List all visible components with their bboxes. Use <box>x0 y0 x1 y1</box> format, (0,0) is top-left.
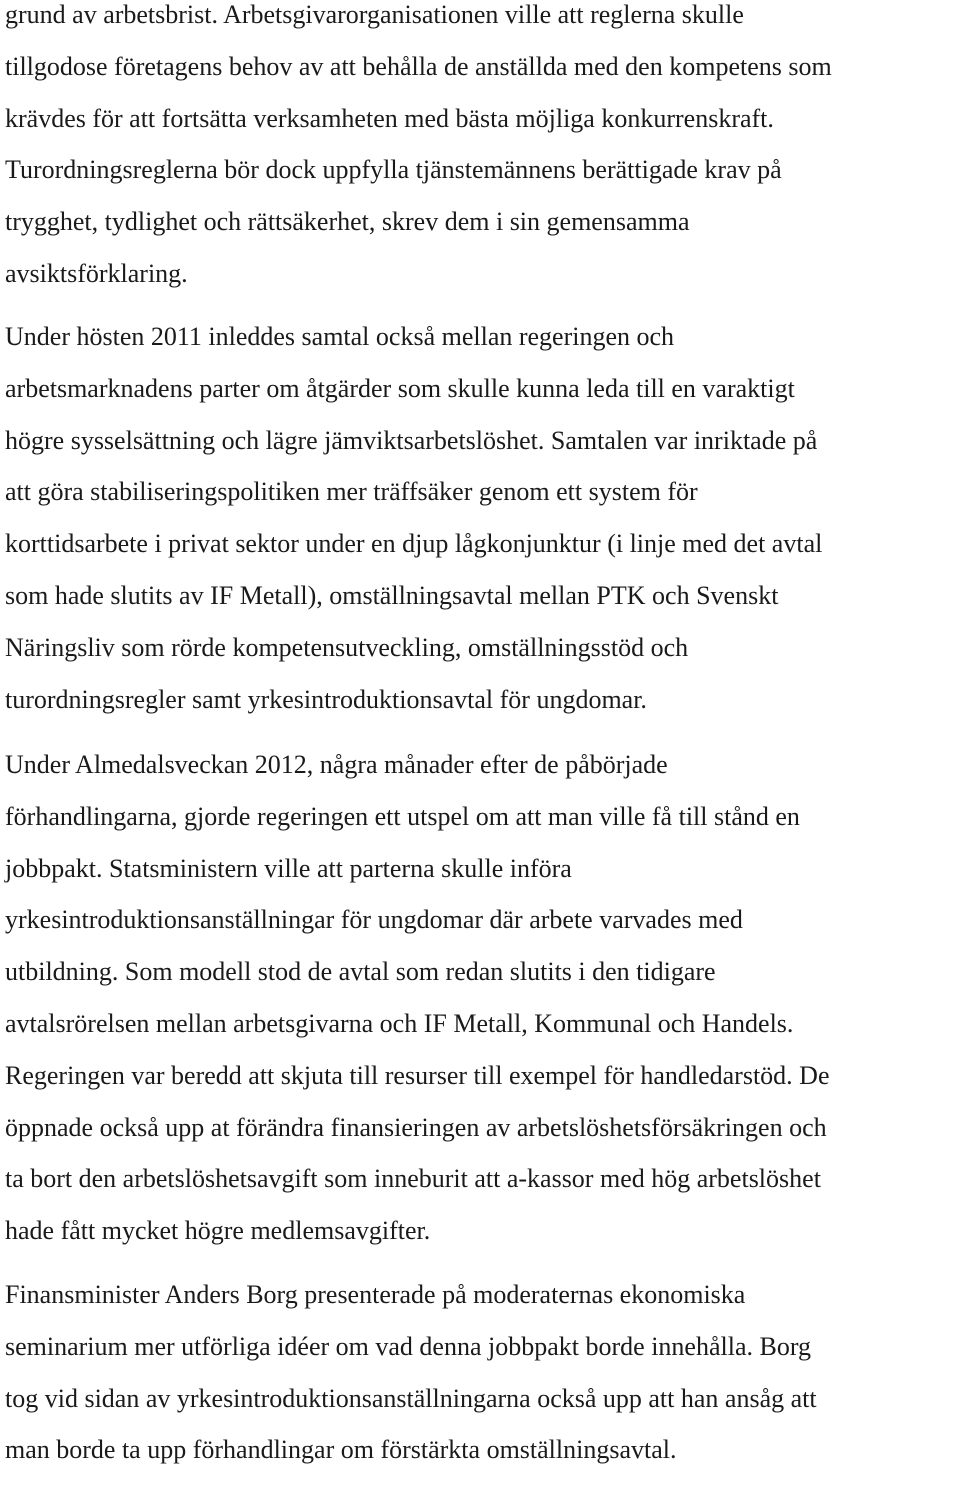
text-line: Näringsliv som rörde kompetensutveckling, omställningsstöd och <box>5 632 689 662</box>
text-line: yrkesintroduktionsanställningar för ungdomar där arbete varvades med <box>5 905 743 935</box>
text-line: Turordningsreglerna bör dock uppfylla tjänstemännens berättigade krav på <box>5 155 782 185</box>
text-line: Under hösten 2011 inleddes samtal också mellan regeringen och <box>5 322 675 351</box>
text-line: avsiktsförklaring. <box>5 258 188 288</box>
text-line: avtalsrörelsen mellan arbetsgivarna och IF Metall, Kommunal och Handels. <box>5 1008 794 1038</box>
text-line: trygghet, tydlighet och rättsäkerhet, skrev dem i sin gemensamma <box>5 207 690 237</box>
text-line: krävdes för att fortsätta verksamheten med bästa möjliga konkurrenskraft. <box>5 103 774 133</box>
text-line: högre sysselsättning och lägre jämviktsarbetslöshet. Samtalen var inriktade på <box>5 425 818 455</box>
text-line: öppnade också upp at förändra finansieringen av arbetslöshetsförsäkringen och <box>5 1112 827 1142</box>
text-line: ta bort den arbetslöshetsavgift som inneburit att a-kassor med hög arbetslöshet <box>5 1164 821 1194</box>
text-line: turordningsregler samt yrkesintroduktionsavtal för ungdomar. <box>5 684 647 714</box>
paragraph-4 <box>5 1280 817 1487</box>
text-line: Under Almedalsveckan 2012, några månader efter de påbörjade <box>5 750 668 779</box>
text-line: tog vid sidan av yrkesintroduktionsanställningarna också upp att han ansåg att <box>5 1383 817 1413</box>
text-line: förhandlingarna, gjorde regeringen ett utspel om att man ville få till stånd en <box>5 801 800 831</box>
text-line: korttidsarbete i privat sektor under en djup lågkonjunktur (i linje med det avtal <box>5 529 823 559</box>
text-line: Finansminister Anders Borg presenterade på moderaternas ekonomiska <box>5 1280 746 1309</box>
text-line: jobbpakt. Statsministern ville att parterna skulle införa <box>5 853 572 883</box>
text-line: arbetsmarknadens parter om åtgärder som skulle kunna leda till en varaktigt <box>5 373 795 403</box>
text-line: seminarium mer utförliga idéer om vad denna jobbpakt borde innehålla. Borg <box>5 1331 812 1361</box>
paragraph-3 <box>5 750 830 1268</box>
text-line: att göra stabiliseringspolitiken mer träffsäker genom ett system för <box>5 477 698 507</box>
text-line: som hade slutits av IF Metall), omställningsavtal mellan PTK och Svenskt <box>5 580 779 610</box>
text-line: grund av arbetsbrist. Arbetsgivarorganisationen ville att reglerna skulle <box>5 0 744 29</box>
paragraph-2 <box>5 322 822 736</box>
paragraph-1 <box>5 0 832 311</box>
text-line: Regeringen var beredd att skjuta till resurser till exempel för handledarstöd. De <box>5 1060 830 1090</box>
text-line: tillgodose företagens behov av att behålla de anställda med den kompetens som <box>5 51 832 81</box>
text-line: utbildning. Som modell stod de avtal som redan slutits i den tidigare <box>5 957 716 987</box>
text-line: man borde ta upp förhandlingar om förstärkta omställningsavtal. <box>5 1435 677 1465</box>
text-line: hade fått mycket högre medlemsavgifter. <box>5 1216 431 1246</box>
